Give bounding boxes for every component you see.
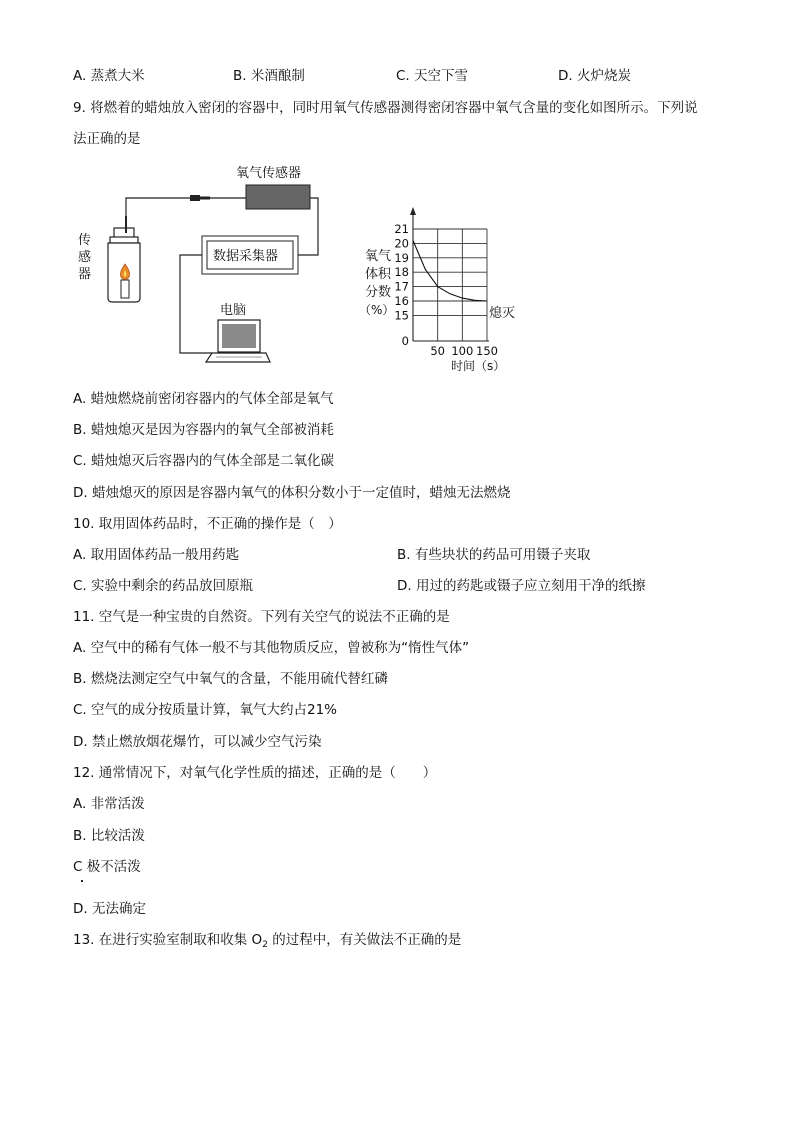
q10-option-b: B. 有些块状的药品可用镊子夹取 <box>397 547 591 563</box>
q11-option-b: B. 燃烧法测定空气中氧气的含量，不能用硫代替红磷 <box>73 671 388 687</box>
chart-ylabel-2: 体积 <box>365 267 392 282</box>
y-tick-label: 0 <box>401 334 409 348</box>
q8-option-a: A. 蒸煮大米 <box>73 68 145 84</box>
q9-oxygen-chart <box>355 205 545 375</box>
q11-option-d: D. 禁止燃放烟花爆竹，可以减少空气污染 <box>73 734 322 750</box>
q12-stem: 12. 通常情况下，对氧气化学性质的描述，正确的是（ ） <box>73 765 437 781</box>
q10-stem: 10. 取用固体药品时，不正确的操作是（ ） <box>73 516 342 532</box>
chart-ylabel-4: （%） <box>359 303 395 317</box>
q11-option-a: A. 空气中的稀有气体一般不与其他物质反应，曾被称为“惰性气体” <box>73 640 470 656</box>
y-tick-label: 18 <box>394 265 409 280</box>
bottle-icon <box>108 216 140 302</box>
q8-option-c: C. 天空下雪 <box>396 68 469 84</box>
collector-label: 数据采集器 <box>213 249 279 264</box>
chart-ylabel-3: 分数 <box>365 285 392 300</box>
stray-dot <box>81 880 83 882</box>
q9-stem-line1: 9. 将燃着的蜡烛放入密闭的容器中，同时用氧气传感器测得密闭容器中氧气含量的变化如图所示。下列说 <box>73 100 698 116</box>
q8-option-d: D. 火炉烧炭 <box>558 68 631 84</box>
q13-stem-subscript: 2 <box>262 940 268 950</box>
y-axis-arrow-icon <box>410 207 416 215</box>
q9-option-a: A. 蜡烛燃烧前密闭容器内的气体全部是氧气 <box>73 391 334 407</box>
q13-stem-pre: 13. 在进行实验室制取和收集 O <box>73 932 263 948</box>
q10-option-a: A. 取用固体药品一般用药匙 <box>73 547 240 563</box>
y-tick-label: 21 <box>394 222 409 236</box>
y-tick-label: 20 <box>394 236 409 251</box>
y-tick-label: 17 <box>394 279 409 294</box>
laptop-icon <box>206 320 270 362</box>
side-label-3: 器 <box>78 267 92 282</box>
connector-icon <box>190 195 210 201</box>
side-label-1: 传 <box>78 233 92 248</box>
x-tick-label: 150 <box>476 344 498 358</box>
q9-option-d: D. 蜡烛熄灭的原因是容器内氧气的体积分数小于一定值时，蜡烛无法燃烧 <box>73 485 511 501</box>
sensor-label: 氧气传感器 <box>236 166 302 181</box>
computer-label: 电脑 <box>220 303 247 318</box>
q9-stem-line2: 法正确的是 <box>73 131 141 147</box>
q12-option-d: D. 无法确定 <box>73 901 146 917</box>
x-tick-label: 100 <box>451 344 474 358</box>
y-tick-label: 19 <box>394 250 409 265</box>
oxygen-sensor-box <box>246 185 310 209</box>
chart-annotation: 熄灭 <box>489 306 516 321</box>
side-label-2: 感 <box>78 250 92 265</box>
y-tick-label: 16 <box>394 294 409 308</box>
q9-apparatus-figure <box>70 158 350 373</box>
q13-stem <box>73 931 461 954</box>
chart-ylabel-1: 氧气 <box>365 249 392 264</box>
q12-option-c: C 极不活泼 <box>73 859 141 875</box>
q10-option-c: C. 实验中剩余的药品放回原瓶 <box>73 578 254 594</box>
q8-option-b: B. 米酒酿制 <box>233 68 305 84</box>
q9-option-c: C. 蜡烛熄灭后容器内的气体全部是二氧化碳 <box>73 453 335 469</box>
q13-stem-post: 的过程中，有关做法不正确的是 <box>267 932 462 948</box>
q12-option-b: B. 比较活泼 <box>73 828 145 844</box>
oxygen-curve <box>413 241 487 302</box>
q10-option-d: D. 用过的药匙或镊子应立刻用干净的纸擦 <box>397 578 646 594</box>
q11-option-c: C. 空气的成分按质量计算，氧气大约占21% <box>73 702 338 718</box>
q12-option-a: A. 非常活泼 <box>73 796 145 812</box>
q9-option-b: B. 蜡烛熄灭是因为容器内的氧气全部被消耗 <box>73 422 334 438</box>
q11-stem: 11. 空气是一种宝贵的自然资。下列有关空气的说法不正确的是 <box>73 609 450 625</box>
chart-xlabel: 时间（s） <box>451 359 506 373</box>
x-tick-label: 50 <box>430 344 445 358</box>
y-tick-label: 15 <box>394 308 409 323</box>
